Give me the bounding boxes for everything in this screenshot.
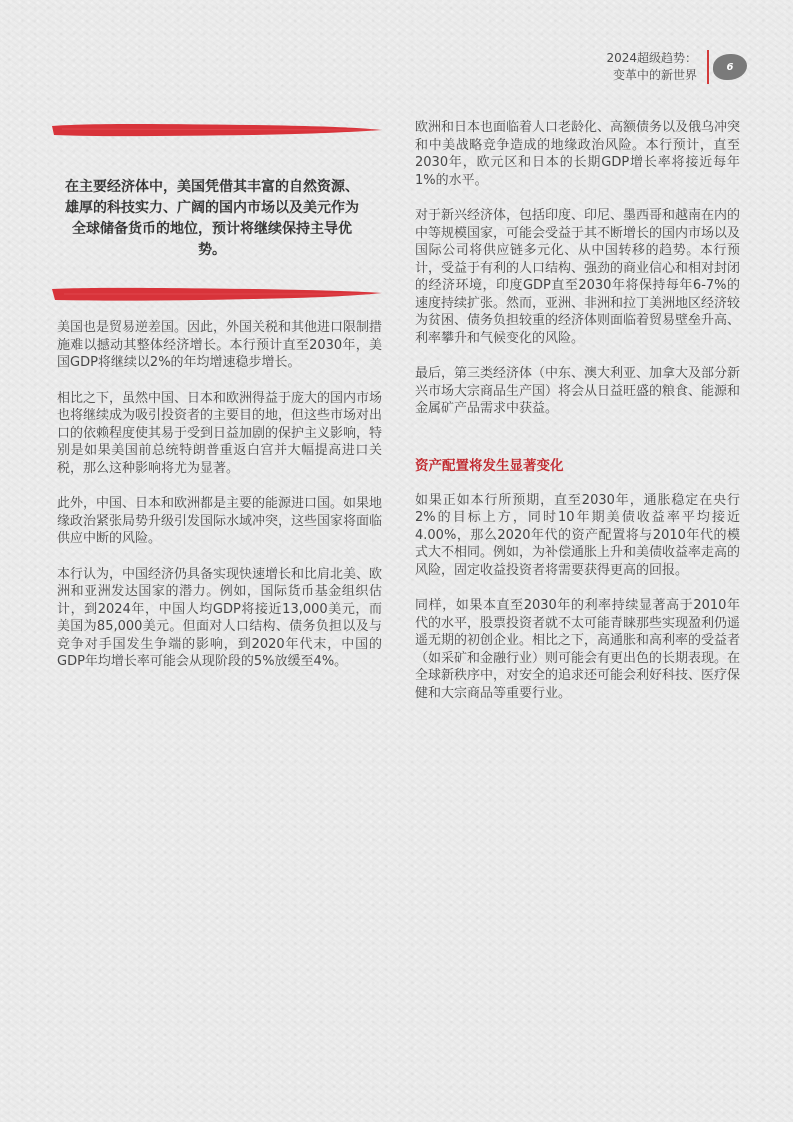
section-heading: 资产配置将发生显著变化 <box>415 457 564 474</box>
paragraph: 欧洲和日本也面临着人口老龄化、高额债务以及俄乌冲突和中美战略竞争造成的地缘政治风险。本行预计，直至2030年，欧元区和日本的长期GDP增长率将接近每年1%的水平。 <box>415 120 741 188</box>
paragraph: 本行认为，中国经济仍具备实现快速增长和比肩北美、欧洲和亚洲发达国家的潜力。例如，国际货币基金组织估计，到2024年，中国人均GDP将接近13,000美元，而美国为85,000美元。但面对人口结构、债务负担以及与竞争对手国发生争端的影响，到2020年代末，中国的GDP年均增长率可能会从现阶段的5%放缓至4%。 <box>57 566 383 669</box>
header-divider <box>707 50 709 84</box>
brush-stroke-top <box>52 121 382 139</box>
pull-quote: 在主要经济体中，美国凭借其丰富的自然资源、雄厚的科技实力、广阔的国内市场以及美元作为全球储备货币的地位，预计将继续保持主导优势。 <box>65 179 359 258</box>
paragraph: 如果正如本行所预期，直至2030年，通胀稳定在央行2%的目标上方，同时10年期美债收益率平均接近4.00%，那么2020年代的资产配置将与2010年代的模式大不相同。例如，为补偿通胀上升和美债收益率走高的风险，固定收益投资者将需要获得更高的回报。 <box>415 492 741 578</box>
brush-stroke-bottom <box>52 285 382 303</box>
paragraph: 此外，中国、日本和欧洲都是主要的能源进口国。如果地缘政治紧张局势升级引发国际水域冲突，这些国家将面临供应中断的风险。 <box>57 496 383 546</box>
paragraph: 相比之下，虽然中国、日本和欧洲得益于庞大的国内市场也将继续成为吸引投资者的主要目的地，但这些市场对出口的依赖程度使其易于受到日益加剧的保护主义影响，特别是如果美国前总统特朗普重返白宫并大幅提高进口关税，那么这种影响将尤为显著。 <box>57 390 383 476</box>
page-number-badge <box>713 54 747 80</box>
right-column <box>415 119 740 720</box>
page-number: 6 <box>726 61 734 73</box>
paragraph: 最后，第三类经济体（中东、澳大利亚、加拿大及部分新兴市场大宗商品生产国）将会从日益旺盛的粮食、能源和金属矿产品需求中获益。 <box>415 366 741 416</box>
left-column <box>57 319 382 689</box>
paragraph: 同样，如果本直至2030年的利率持续显著高于2010年代的水平，股票投资者就不太可能青睐那些实现盈利仍遥遥无期的初创企业。相比之下，高通胀和高利率的受益者（如采矿和金融行业）则可能会有更出色的长期表现。在全球新秩序中，对安全的追求还可能会利好科技、医疗保健和大宗商品等重要行业。 <box>415 598 741 701</box>
header-title-line1: 2024超级趋势： <box>606 51 697 65</box>
running-header <box>606 50 697 84</box>
header-title-line2: 变革中的新世界 <box>612 68 697 82</box>
paragraph: 美国也是贸易逆差国。因此，外国关税和其他进口限制措施难以撼动其整体经济增长。本行预计直至2030年，美国GDP将继续以2%的年均增速稳步增长。 <box>57 320 383 370</box>
paragraph: 对于新兴经济体，包括印度、印尼、墨西哥和越南在内的中等规模国家，可能会受益于其不断增长的国内市场以及国际公司将供应链多元化、从中国转移的趋势。本行预计，受益于有利的人口结构、强劲的商业信心和相对封闭的经济环境，印度GDP直至2030年将保持每年6-7%的速度持续扩张。然而，亚洲、非洲和拉丁美洲地区经济较为贫困、债务负担较重的经济体则面临着贸易壁垒升高、利率攀升和气候变化的风险。 <box>415 208 741 346</box>
